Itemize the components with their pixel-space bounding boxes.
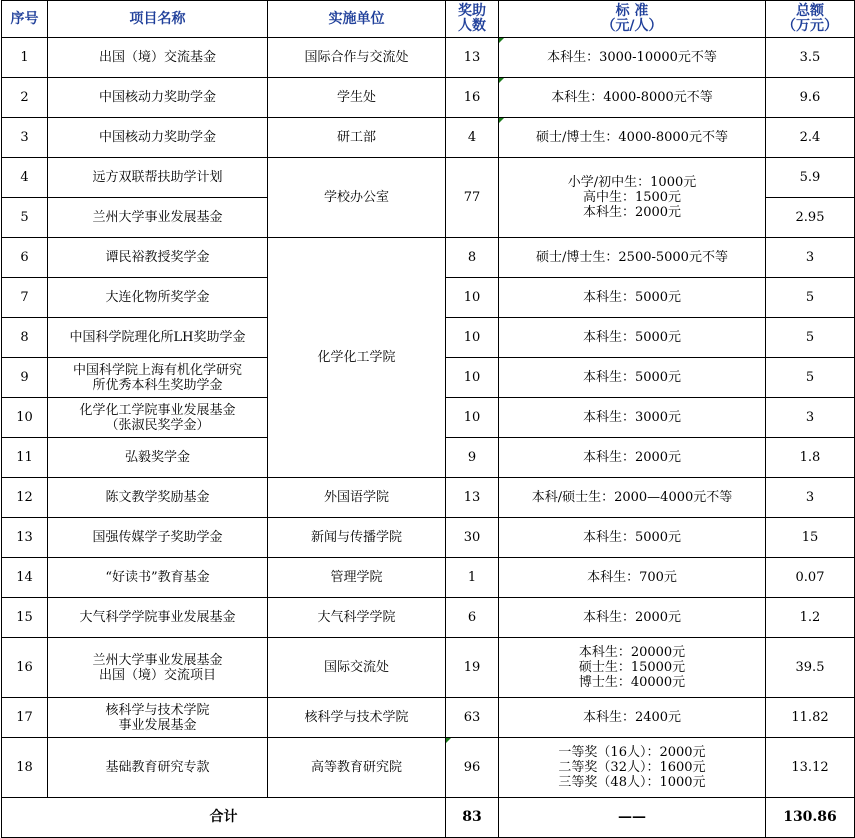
total-standard: —— [499,798,766,838]
cell-unit: 国际合作与交流处 [268,38,446,78]
cell-name: 核科学与技术学院 事业发展基金 [48,698,268,738]
cell-no: 16 [2,638,48,698]
cell-total: 5 [766,278,855,318]
cell-standard: 本科生：2400元 [499,698,766,738]
cell-total: 0.07 [766,558,855,598]
cell-total: 9.6 [766,78,855,118]
cell-total: 3.5 [766,38,855,78]
cell-no: 13 [2,518,48,558]
cell-total: 3 [766,478,855,518]
total-count: 83 [446,798,499,838]
table-row [2,478,855,518]
cell-no: 10 [2,398,48,438]
cell-count: 10 [446,318,499,358]
cell-name: 化学化工学院事业发展基金 （张淑民奖学金） [48,398,268,438]
cell-standard: 一等奖（16人）：2000元 二等奖（32人）：1600元 三等奖（48人）：1000元 [499,738,766,798]
cell-unit: 核科学与技术学院 [268,698,446,738]
cell-total: 39.5 [766,638,855,698]
cell-no: 14 [2,558,48,598]
cell-count: 77 [446,158,499,238]
cell-standard: 本科生：3000元 [499,398,766,438]
cell-standard: 本科生：5000元 [499,318,766,358]
cell-unit: 化学化工学院 [268,238,446,478]
cell-standard: 本科生：20000元 硕士生：15000元 博士生：40000元 [499,638,766,698]
table-row [2,78,855,118]
cell-unit: 研工部 [268,118,446,158]
cell-no: 2 [2,78,48,118]
cell-no: 18 [2,738,48,798]
cell-count: 4 [446,118,499,158]
cell-standard: 本科/硕士生：2000—4000元不等 [499,478,766,518]
cell-name: 大气科学学院事业发展基金 [48,598,268,638]
cell-count: 63 [446,698,499,738]
cell-total: 5 [766,358,855,398]
cell-name: 大连化物所奖学金 [48,278,268,318]
table-row [2,738,855,798]
cell-standard: 本科生：2000元 [499,598,766,638]
header-row [2,1,855,38]
cell-count: 1 [446,558,499,598]
cell-name: 陈文教学奖励基金 [48,478,268,518]
cell-total: 3 [766,238,855,278]
cell-total: 5.9 [766,158,855,198]
cell-count: 96 [446,738,499,798]
cell-standard: 本科生：4000-8000元不等 [499,78,766,118]
header-standard: 标 准 （元/人） [499,1,766,38]
cell-standard: 本科生：700元 [499,558,766,598]
header-name: 项目名称 [48,1,268,38]
cell-total: 15 [766,518,855,558]
cell-unit: 新闻与传播学院 [268,518,446,558]
cell-no: 12 [2,478,48,518]
cell-total: 2.95 [766,198,855,238]
table-row [2,38,855,78]
cell-no: 11 [2,438,48,478]
cell-count: 8 [446,238,499,278]
cell-name: 出国（境）交流基金 [48,38,268,78]
cell-name: 中国核动力奖助学金 [48,78,268,118]
cell-no: 7 [2,278,48,318]
header-count: 奖助 人数 [446,1,499,38]
cell-no: 9 [2,358,48,398]
cell-total: 3 [766,398,855,438]
cell-count: 10 [446,358,499,398]
cell-name: 谭民裕教授奖学金 [48,238,268,278]
cell-count: 10 [446,398,499,438]
cell-no: 3 [2,118,48,158]
cell-no: 17 [2,698,48,738]
cell-no: 1 [2,38,48,78]
table-row [2,518,855,558]
table-row [2,638,855,698]
cell-standard: 硕士/博士生：2500-5000元不等 [499,238,766,278]
cell-unit: 大气科学学院 [268,598,446,638]
cell-standard: 本科生：5000元 [499,278,766,318]
header-unit: 实施单位 [268,1,446,38]
cell-count: 10 [446,278,499,318]
cell-count: 6 [446,598,499,638]
cell-count: 9 [446,438,499,478]
cell-no: 8 [2,318,48,358]
cell-name: 国强传媒学子奖助学金 [48,518,268,558]
table-row [2,558,855,598]
cell-name: 中国核动力奖助学金 [48,118,268,158]
cell-unit: 学校办公室 [268,158,446,238]
header-no: 序号 [2,1,48,38]
cell-name: 弘毅奖学金 [48,438,268,478]
total-label: 合计 [2,798,446,838]
cell-no: 5 [2,198,48,238]
table-row [2,698,855,738]
total-row [2,798,855,838]
cell-unit: 国际交流处 [268,638,446,698]
total-amount: 130.86 [766,798,855,838]
cell-count: 13 [446,38,499,78]
cell-name: 中国科学院理化所LH奖助学金 [48,318,268,358]
cell-name: “好读书”教育基金 [48,558,268,598]
cell-count: 13 [446,478,499,518]
cell-total: 1.2 [766,598,855,638]
cell-unit: 管理学院 [268,558,446,598]
header-total: 总额 （万元） [766,1,855,38]
cell-no: 4 [2,158,48,198]
cell-unit: 高等教育研究院 [268,738,446,798]
cell-unit: 学生处 [268,78,446,118]
table-row [2,598,855,638]
cell-name: 基础教育研究专款 [48,738,268,798]
cell-count: 16 [446,78,499,118]
cell-name: 兰州大学事业发展基金 [48,198,268,238]
cell-name: 远方双联帮扶助学计划 [48,158,268,198]
cell-total: 2.4 [766,118,855,158]
table-row [2,238,855,278]
cell-total: 11.82 [766,698,855,738]
cell-standard: 本科生：2000元 [499,438,766,478]
cell-total: 13.12 [766,738,855,798]
cell-total: 5 [766,318,855,358]
cell-standard: 本科生：5000元 [499,518,766,558]
cell-no: 15 [2,598,48,638]
cell-standard: 硕士/博士生：4000-8000元不等 [499,118,766,158]
cell-unit: 外国语学院 [268,478,446,518]
cell-standard: 本科生：3000-10000元不等 [499,38,766,78]
cell-standard: 小学/初中生：1000元 高中生：1500元 本科生：2000元 [499,158,766,238]
cell-name: 中国科学院上海有机化学研究 所优秀本科生奖助学金 [48,358,268,398]
cell-standard: 本科生：5000元 [499,358,766,398]
cell-no: 6 [2,238,48,278]
cell-count: 19 [446,638,499,698]
cell-count: 30 [446,518,499,558]
table-row [2,118,855,158]
scholarship-table [1,0,855,838]
cell-total: 1.8 [766,438,855,478]
cell-name: 兰州大学事业发展基金 出国（境）交流项目 [48,638,268,698]
table-row [2,158,855,198]
